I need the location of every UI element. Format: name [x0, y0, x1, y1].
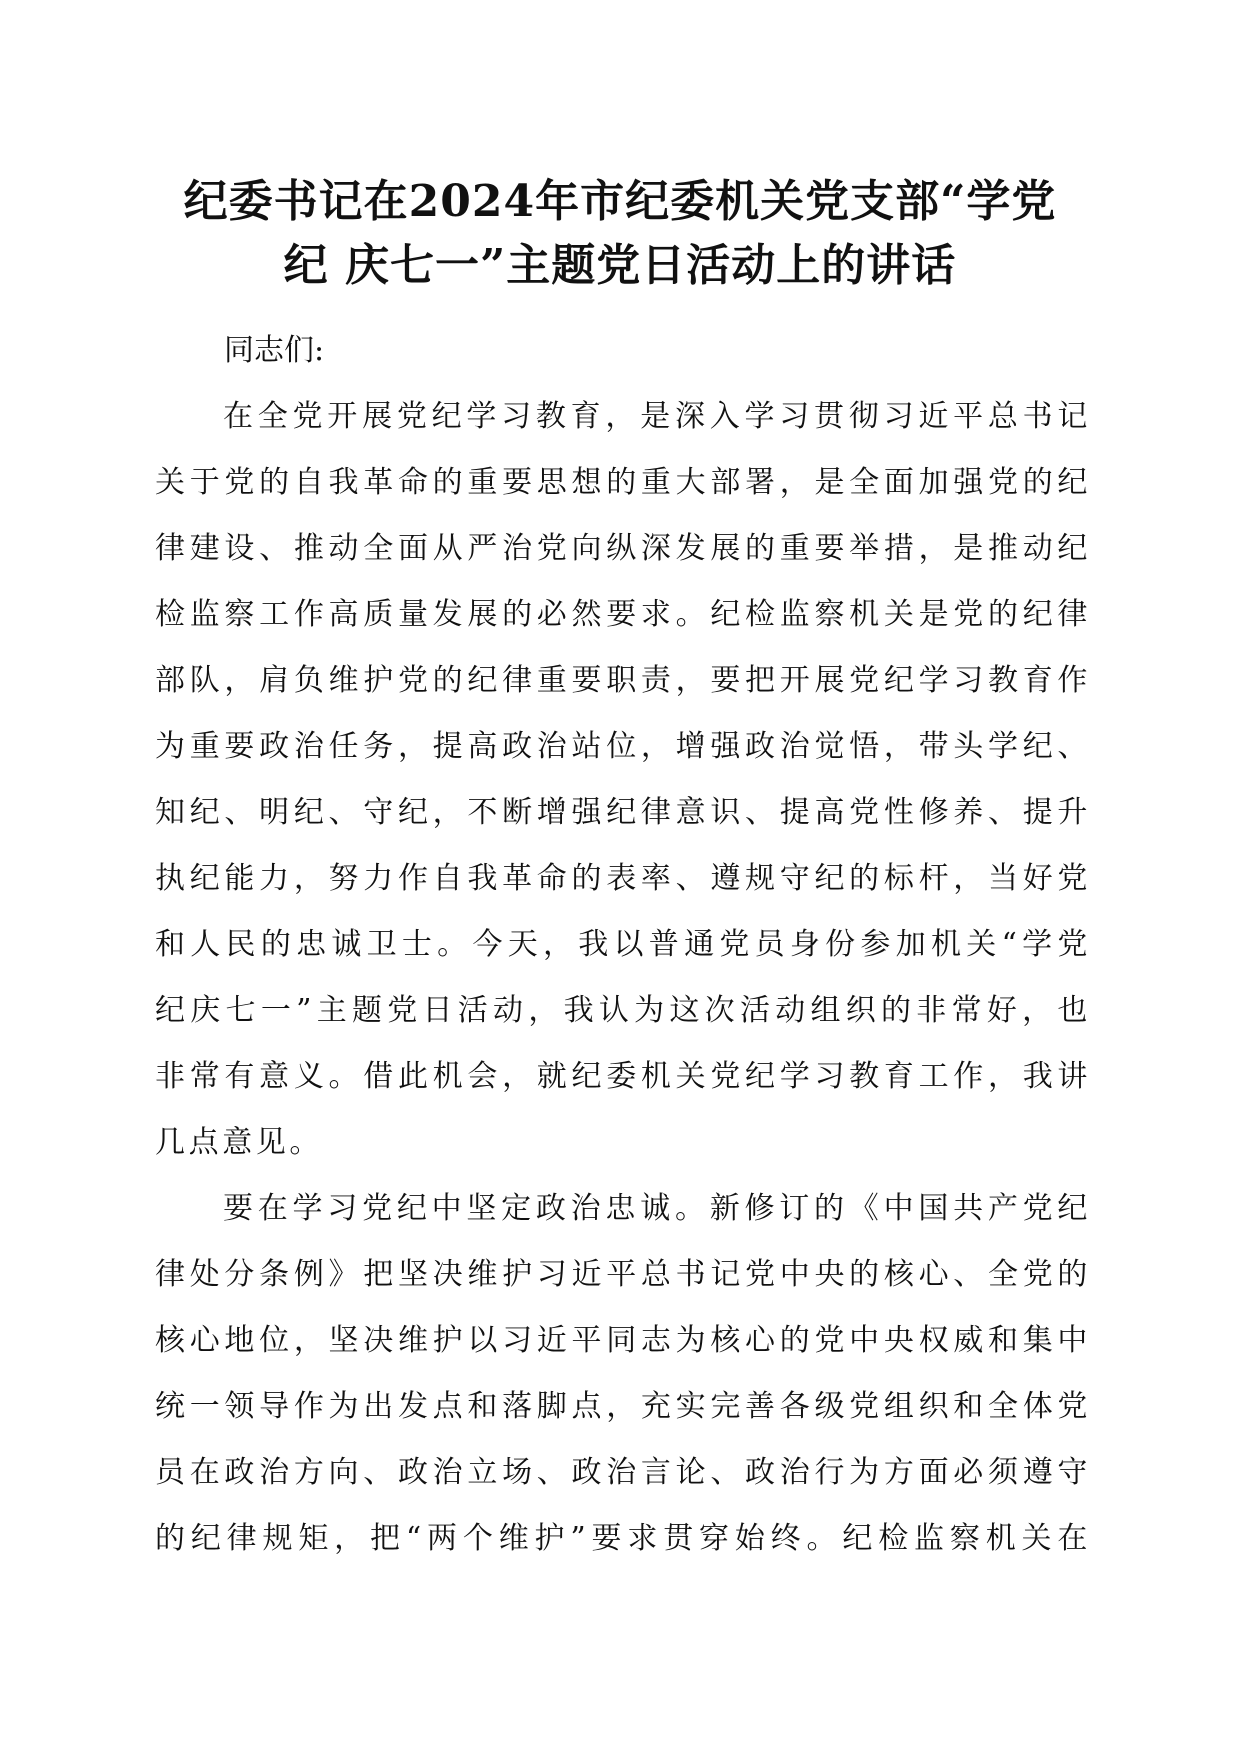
- text-line: 核心地位，坚决维护以习近平同志为核心的党中央权威和集中: [155, 1323, 1091, 1358]
- text-line: 的纪律规矩，把“两个维护”要求贯穿始终。纪检监察机关在: [155, 1521, 1091, 1556]
- text-line: 几点意见。: [155, 1125, 323, 1160]
- text-line: 为重要政治任务，提高政治站位，增强政治觉悟，带头学纪、: [155, 729, 1091, 764]
- text-line: 知纪、明纪、守纪，不断增强纪律意识、提高党性修养、提升: [155, 795, 1091, 830]
- text-line: 非常有意义。借此机会，就纪委机关党纪学习教育工作，我讲: [155, 1059, 1091, 1094]
- text-line: 员在政治方向、政治立场、政治言论、政治行为方面必须遵守: [155, 1455, 1091, 1490]
- document-title: [150, 170, 1090, 298]
- text-line: 律处分条例》把坚决维护习近平总书记党中央的核心、全党的: [155, 1257, 1091, 1292]
- text-line: 要在学习党纪中坚定政治忠诚。新修订的《中国共产党纪: [223, 1191, 1091, 1226]
- text-line: 检监察工作高质量发展的必然要求。纪检监察机关是党的纪律: [155, 597, 1091, 632]
- salutation: 同志们:: [224, 333, 325, 368]
- text-line: 和人民的忠诚卫士。今天，我以普通党员身份参加机关“学党: [155, 927, 1091, 962]
- text-line: 律建设、推动全面从严治党向纵深发展的重要举措，是推动纪: [155, 531, 1091, 566]
- text-line: 统一领导作为出发点和落脚点，充实完善各级党组织和全体党: [155, 1389, 1091, 1424]
- text-line: 关于党的自我革命的重要思想的重大部署，是全面加强党的纪: [155, 465, 1091, 500]
- text-line: 执纪能力，努力作自我革命的表率、遵规守纪的标杆，当好党: [155, 861, 1091, 896]
- text-line: 在全党开展党纪学习教育，是深入学习贯彻习近平总书记: [223, 399, 1091, 434]
- document-body: [155, 384, 1091, 1572]
- text-line: 部队，肩负维护党的纪律重要职责，要把开展党纪学习教育作: [155, 663, 1091, 698]
- title-line: 纪 庆七一”主题党日活动上的讲话: [283, 240, 957, 291]
- paragraph-1: [155, 384, 1091, 1176]
- text-line: 纪庆七一”主题党日活动，我认为这次活动组织的非常好，也: [155, 993, 1091, 1028]
- title-line: 纪委书记在2024年市纪委机关党支部“学党: [183, 176, 1057, 227]
- paragraph-2: [155, 1176, 1091, 1572]
